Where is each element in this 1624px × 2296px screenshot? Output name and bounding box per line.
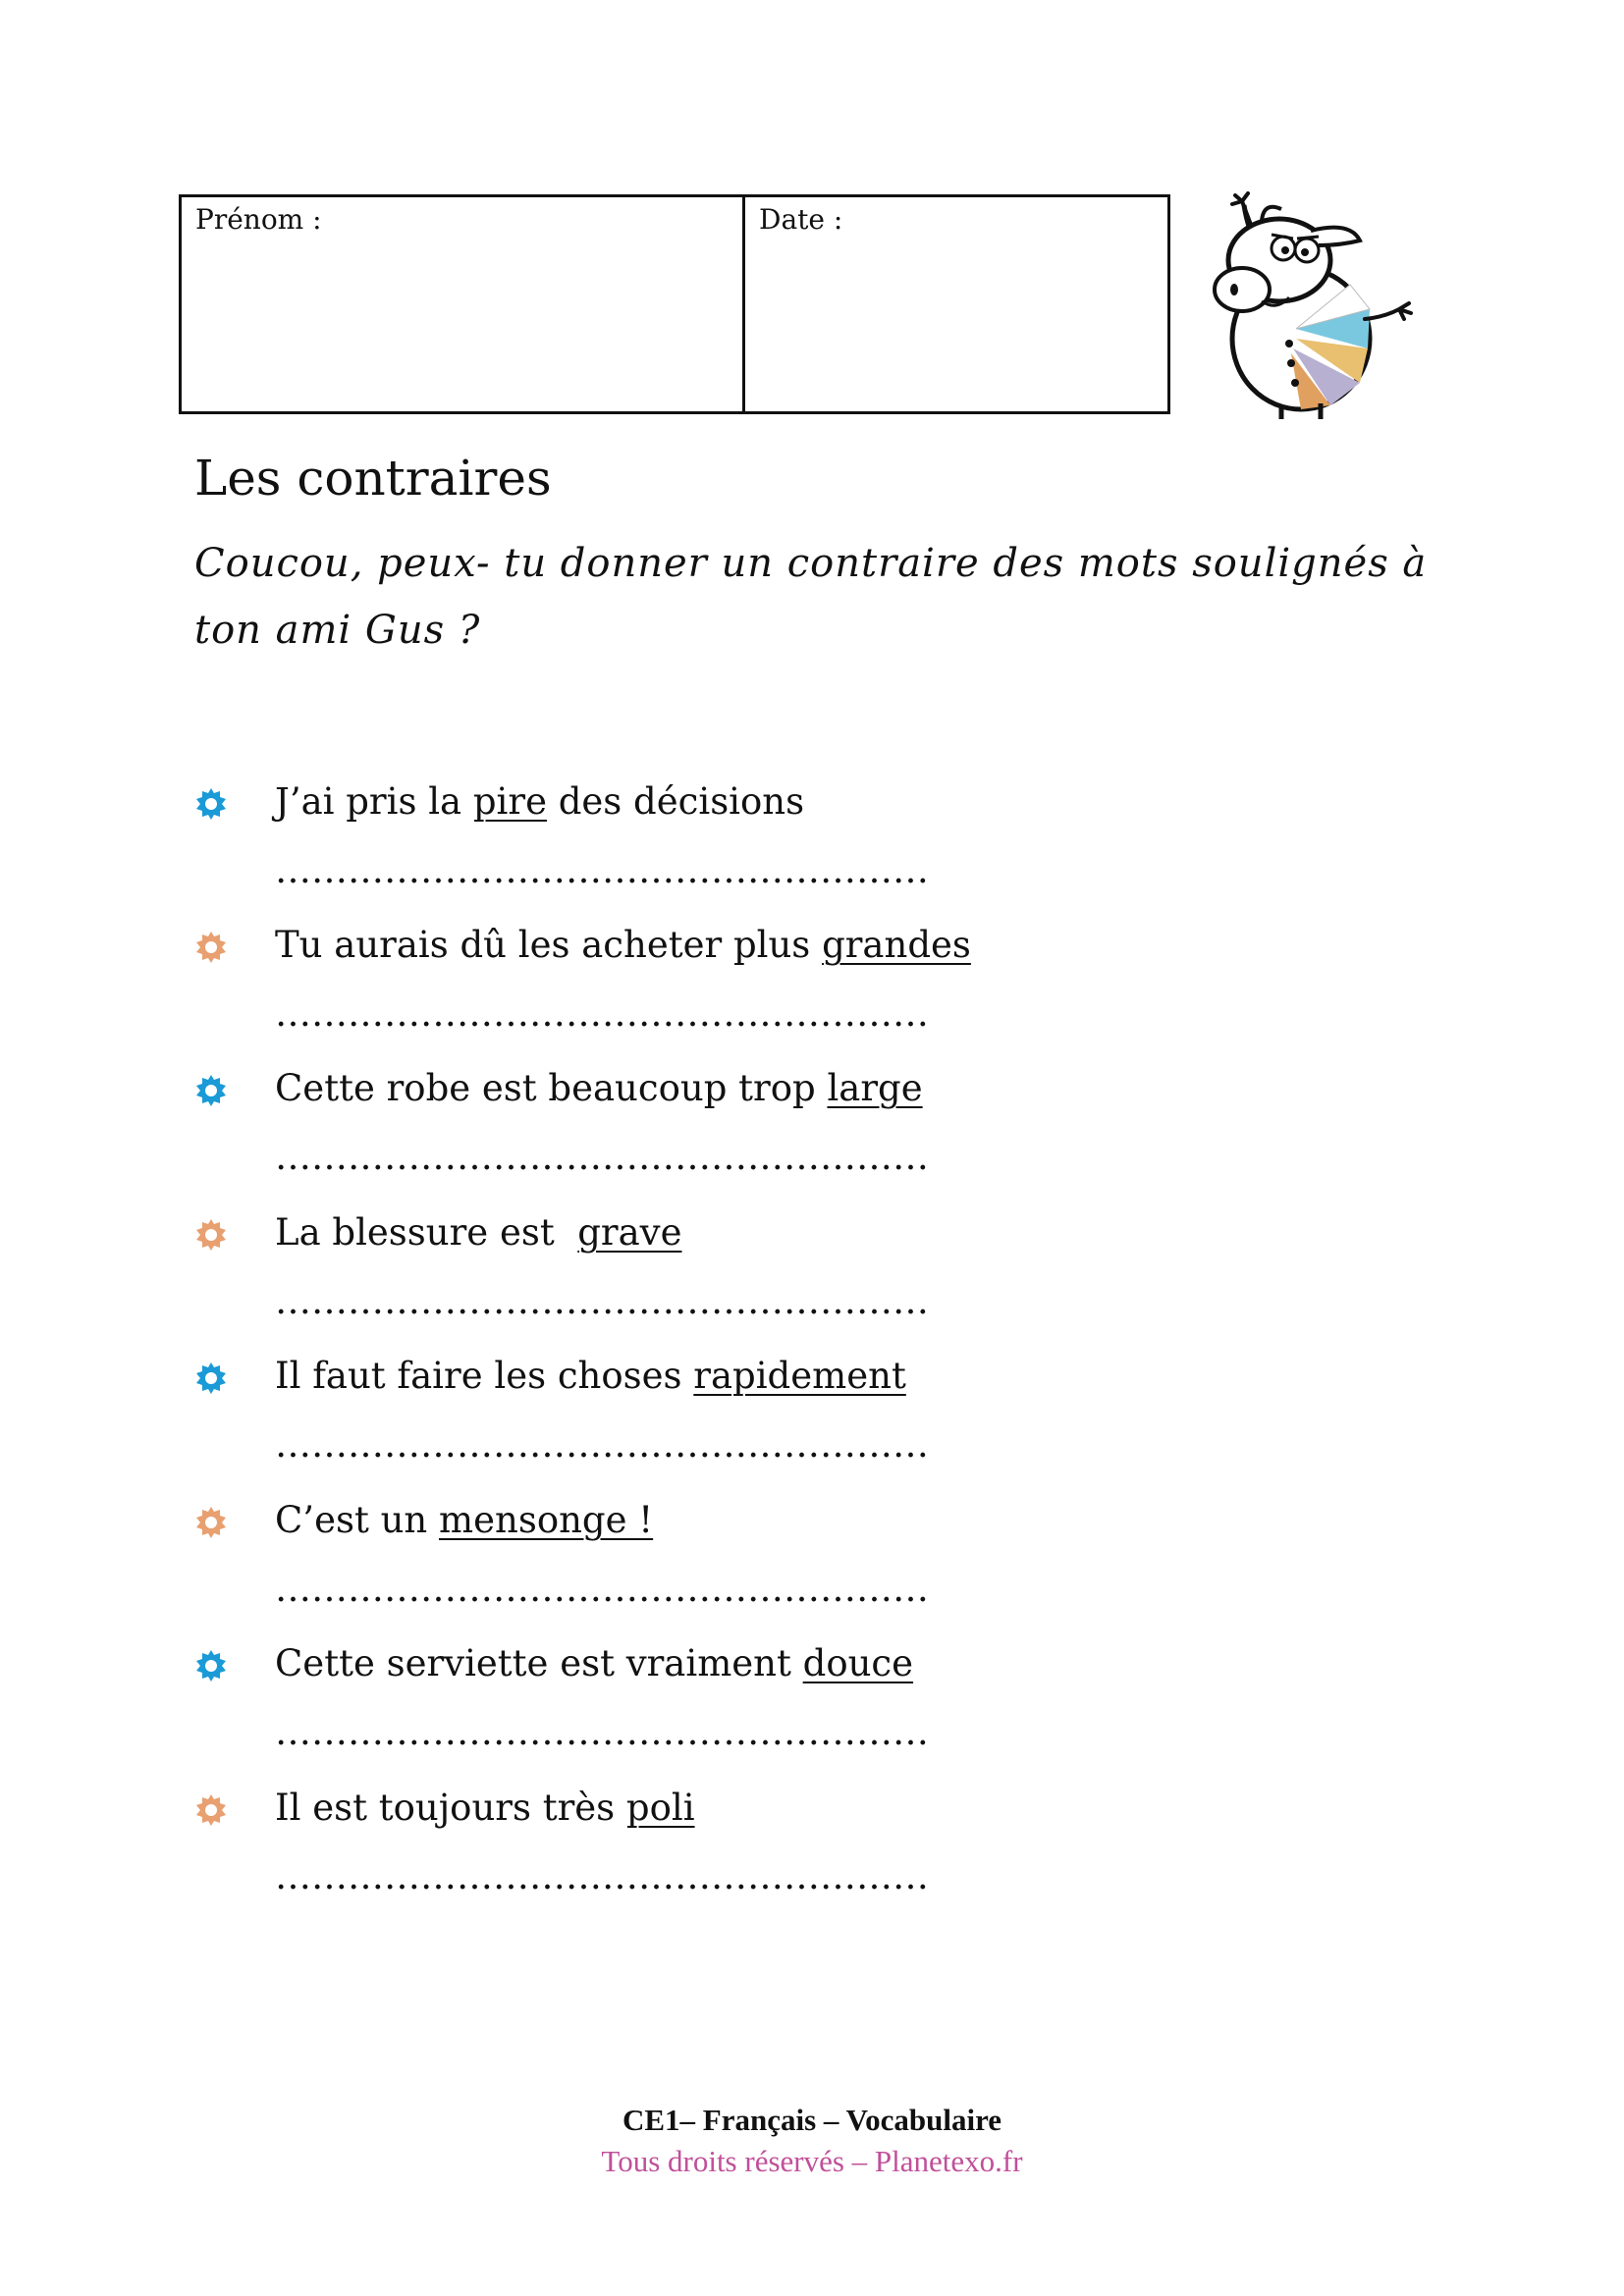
gear-bullet-icon	[194, 930, 228, 963]
answer-line[interactable]: ………………………………………………	[275, 1568, 929, 1610]
gear-bullet-icon	[194, 786, 228, 820]
underlined-word: douce	[802, 1642, 914, 1684]
answer-line[interactable]: ………………………………………………	[275, 1280, 929, 1322]
gear-bullet-icon	[194, 1505, 228, 1538]
date-field[interactable]	[745, 197, 1167, 411]
gear-bullet-icon	[194, 1217, 228, 1251]
exercise-sentence: Tu aurais dû les acheter plus grandes	[275, 924, 971, 966]
underlined-word: grave	[577, 1211, 682, 1254]
underlined-word: poli	[625, 1787, 695, 1829]
prenom-field[interactable]	[182, 197, 745, 411]
gear-bullet-icon	[194, 1648, 228, 1682]
exercise-sentence: C’est un mensonge !	[275, 1499, 654, 1541]
underlined-word: rapidement	[693, 1355, 906, 1397]
answer-line[interactable]: ………………………………………………	[275, 1423, 929, 1466]
underlined-word: large	[827, 1067, 923, 1109]
exercise-sentence: Il est toujours très poli	[275, 1787, 695, 1829]
name-date-box	[179, 194, 1170, 414]
answer-line[interactable]: ………………………………………………	[275, 1855, 929, 1897]
exercise-sentence: J’ai pris la pire des décisions	[275, 780, 805, 823]
prenom-label: Prénom :	[195, 203, 322, 236]
date-label: Date :	[759, 203, 843, 236]
gear-bullet-icon	[194, 1792, 228, 1826]
underlined-word: pire	[472, 780, 547, 823]
answer-line[interactable]: ………………………………………………	[275, 1711, 929, 1753]
exercise-item	[194, 924, 1373, 1067]
exercise-sentence: Cette serviette est vraiment douce	[275, 1642, 914, 1684]
exercise-item	[194, 780, 1373, 924]
exercise-item	[194, 1499, 1373, 1642]
answer-line[interactable]: ………………………………………………	[275, 992, 929, 1035]
instruction-text: Coucou, peux- tu donner un contraire des mots soulignés à ton ami Gus ?	[194, 541, 1428, 653]
exercise-item	[194, 1787, 1373, 1930]
underlined-word: grandes	[822, 924, 971, 966]
gear-bullet-icon	[194, 1361, 228, 1394]
exercise-sentence: La blessure est grave	[275, 1211, 682, 1254]
answer-line[interactable]: ………………………………………………	[275, 1136, 929, 1178]
footer-copyright: Tous droits réservés – Planetexo.fr	[601, 2144, 1023, 2178]
exercise-sentence: Il faut faire les choses rapidement	[275, 1355, 906, 1397]
exercise-sentence: Cette robe est beaucoup trop large	[275, 1067, 923, 1109]
answer-line[interactable]: ………………………………………………	[275, 849, 929, 891]
gear-bullet-icon	[194, 1073, 228, 1106]
footer-subject: CE1– Français – Vocabulaire	[622, 2103, 1002, 2137]
exercise-item	[194, 1067, 1373, 1210]
underlined-word: mensonge !	[439, 1499, 654, 1541]
page-title: Les contraires	[194, 450, 552, 507]
exercise-item	[194, 1642, 1373, 1786]
exercise-item	[194, 1355, 1373, 1498]
exercise-item	[194, 1211, 1373, 1355]
gus-mascot-icon	[1203, 191, 1414, 419]
